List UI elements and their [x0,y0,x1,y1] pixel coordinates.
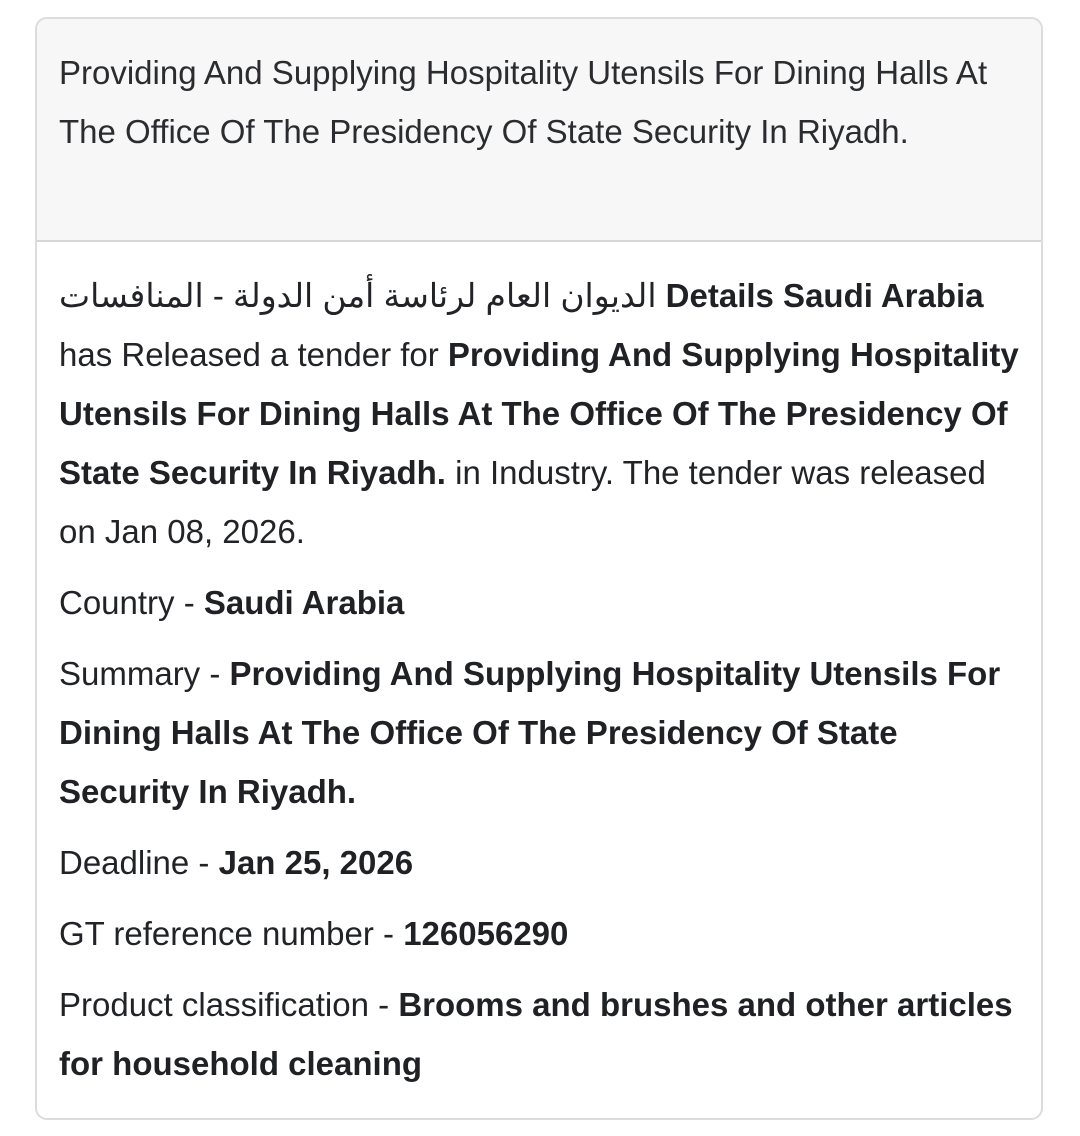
field-summary [59,644,1019,821]
tender-card [35,17,1043,1120]
field-value: Saudi Arabia [203,584,405,621]
field-label: GT reference number - [59,915,404,952]
field-value: Brooms and brushes and other articles for household cleaning [59,986,1013,1082]
details-label: Details Saudi Arabia [665,277,984,314]
tender-title: Providing And Supplying Hospitality Utensils For Dining Halls At The Office Of The Presidency Of State Security In Riyadh. [59,336,1019,491]
field-label: Summary - [59,655,230,692]
field-label: Deadline - [59,844,219,881]
field-label: Product classification - [59,986,399,1023]
field-gt-reference [59,904,1019,963]
field-value: Providing And Supplying Hospitality Utensils For Dining Halls At The Office Of The Presidency Of State Security In Riyadh. [59,655,1001,810]
tender-title-header: Providing And Supplying Hospitality Utensils For Dining Halls At The Office Of The Presidency Of State Security In Riyadh. [37,19,1041,242]
field-label: Country - [59,584,204,621]
released-text: has Released a tender for [59,336,439,373]
field-deadline [59,833,1019,892]
field-country [59,573,1019,632]
tender-details-body [37,242,1041,1093]
industry-text: in Industry. The tender was released on Jan 08, 2026. [59,454,986,550]
tender-description [59,266,1019,561]
field-value: 126056290 [403,915,569,952]
arabic-organization: الديوان العام لرئاسة أمن الدولة - المنافسات [59,277,657,314]
field-product-classification [59,975,1019,1093]
field-value: Jan 25, 2026 [218,844,414,881]
